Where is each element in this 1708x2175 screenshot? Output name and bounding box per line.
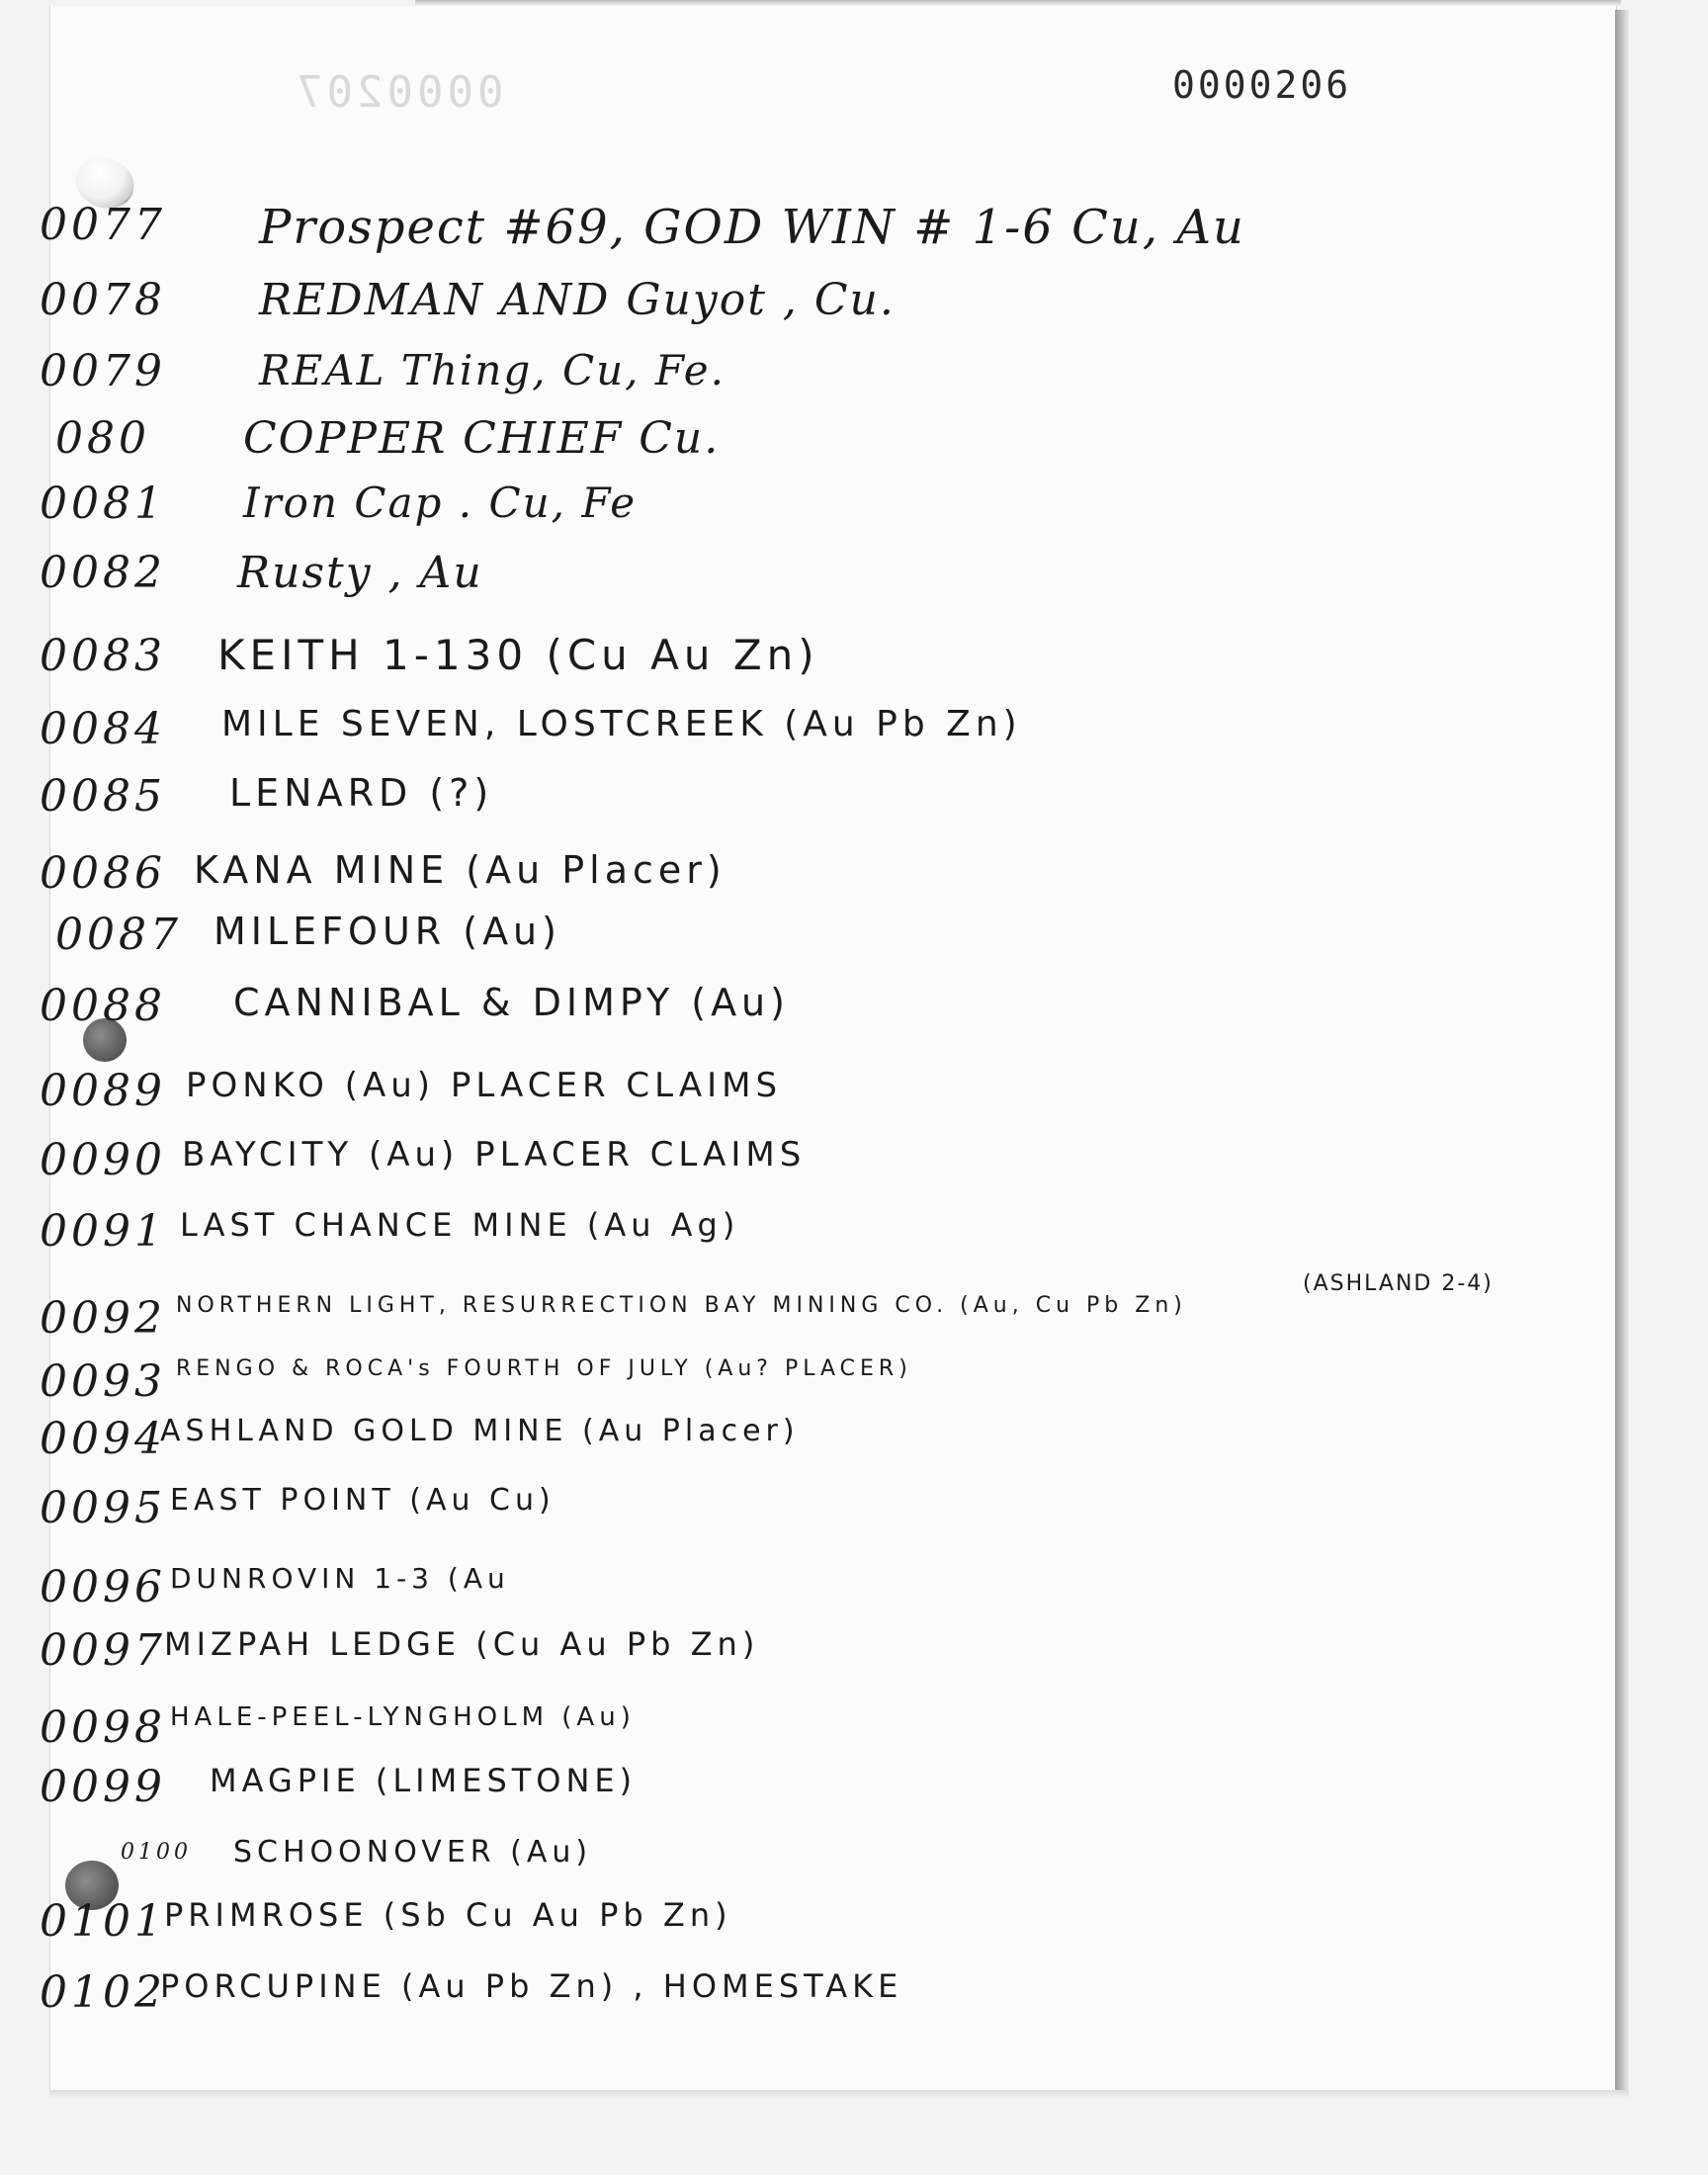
entry-description: LAST CHANCE MINE (Au Ag) xyxy=(180,1206,740,1244)
entry-description: MAGPIE (LIMESTONE) xyxy=(210,1762,638,1799)
entry-description: BAYCITY (Au) PLACER CLAIMS xyxy=(182,1135,807,1174)
entry-description: LENARD (?) xyxy=(229,771,494,815)
entry-description: Prospect #69, GOD WIN # 1-6 Cu, Au xyxy=(259,200,1245,255)
list-item xyxy=(0,771,1581,820)
list-item xyxy=(0,910,1581,958)
list-item xyxy=(0,631,1581,685)
entry-description: NORTHERN LIGHT, RESURRECTION BAY MINING CO. (Au, Cu Pb Zn) xyxy=(176,1293,1187,1318)
list-item xyxy=(0,1066,1581,1116)
entry-description: PORCUPINE (Au Pb Zn) , HOMESTAKE xyxy=(160,1967,903,2005)
entry-number: 0090 xyxy=(40,1135,166,1185)
list-item xyxy=(0,548,1581,604)
entry-description: EAST POINT (Au Cu) xyxy=(170,1483,555,1518)
entry-number: 0083 xyxy=(40,631,166,681)
list-item xyxy=(0,1702,1581,1753)
entry-description: ASHLAND GOLD MINE (Au Placer) xyxy=(160,1414,800,1448)
list-item xyxy=(0,1414,1581,1464)
entry-description: DUNROVIN 1-3 (Au xyxy=(170,1562,510,1595)
list-item xyxy=(0,1562,1581,1612)
list-item xyxy=(0,1293,1581,1344)
list-item xyxy=(0,981,1581,1029)
list-item xyxy=(0,1762,1581,1812)
document-id-number: 0000206 xyxy=(1172,63,1352,107)
entry-aside-note: (ASHLAND 2-4) xyxy=(1303,1271,1494,1296)
entry-description: KEITH 1-130 (Cu Au Zn) xyxy=(217,631,819,679)
list-item xyxy=(0,1967,1581,2018)
entry-number: 0101 xyxy=(40,1896,166,1947)
bleed-through-id-number: 0000207 xyxy=(293,67,504,118)
entry-number: 0085 xyxy=(40,771,166,822)
list-item xyxy=(0,1206,1581,1257)
entry-number: 0081 xyxy=(40,478,166,529)
entry-description: MIZPAH LEDGE (Cu Au Pb Zn) xyxy=(164,1625,760,1663)
list-item xyxy=(0,848,1581,897)
entry-description: COPPER CHIEF Cu. xyxy=(243,413,721,464)
entry-description: REDMAN AND Guyot , Cu. xyxy=(259,275,896,325)
entry-description: KANA MINE (Au Placer) xyxy=(194,848,726,892)
entry-number: 0078 xyxy=(40,275,166,325)
entry-number: 0087 xyxy=(55,910,182,960)
entry-description: REAL Thing, Cu, Fe. xyxy=(259,346,726,394)
entry-number: 0095 xyxy=(40,1483,166,1533)
entry-description: CANNIBAL & DIMPY (Au) xyxy=(233,981,790,1024)
entry-number: 0093 xyxy=(40,1356,166,1407)
entry-number: 080 xyxy=(55,413,150,464)
entry-number: 0077 xyxy=(40,200,166,250)
entry-description: MILE SEVEN, LOSTCREEK (Au Pb Zn) xyxy=(221,704,1022,744)
entry-description: HALE-PEEL-LYNGHOLM (Au) xyxy=(170,1702,636,1732)
entry-number: 0097 xyxy=(40,1625,166,1676)
list-item xyxy=(0,275,1581,331)
list-item xyxy=(0,1625,1581,1676)
entry-description: Iron Cap . Cu, Fe xyxy=(243,478,638,527)
list-item xyxy=(0,346,1581,400)
entry-number: 0089 xyxy=(40,1066,166,1116)
entry-number: 0094 xyxy=(40,1414,166,1464)
entry-number: 0086 xyxy=(40,848,166,899)
entry-description: PONKO (Au) PLACER CLAIMS xyxy=(186,1066,783,1105)
entry-number: 0099 xyxy=(40,1762,166,1812)
list-item xyxy=(0,1356,1581,1407)
list-item xyxy=(0,1135,1581,1185)
entry-number: 0088 xyxy=(40,981,166,1031)
entry-number: 0098 xyxy=(40,1702,166,1753)
entry-number: 0096 xyxy=(40,1562,166,1612)
entry-number: 0092 xyxy=(40,1293,166,1344)
entry-description: MILEFOUR (Au) xyxy=(214,910,561,953)
entry-description: SCHOONOVER (Au) xyxy=(233,1835,593,1870)
list-item xyxy=(0,704,1581,754)
entry-number: 0102 xyxy=(40,1967,166,2018)
list-item xyxy=(0,1896,1581,1947)
list-item xyxy=(0,478,1581,533)
list-item xyxy=(0,413,1581,470)
list-item xyxy=(0,1835,1581,1873)
entry-description: Rusty , Au xyxy=(237,548,483,598)
entry-number: 0082 xyxy=(40,548,166,598)
list-item xyxy=(0,1483,1581,1533)
entry-description: RENGO & ROCA's FOURTH OF JULY (Au? PLACER) xyxy=(176,1356,912,1381)
entry-number: 0084 xyxy=(40,704,166,754)
list-item xyxy=(0,200,1581,261)
entry-number: 0091 xyxy=(40,1206,166,1257)
entry-number: 0079 xyxy=(40,346,166,396)
entry-description: PRIMROSE (Sb Cu Au Pb Zn) xyxy=(164,1896,732,1934)
entry-number: 0100 xyxy=(121,1840,192,1865)
